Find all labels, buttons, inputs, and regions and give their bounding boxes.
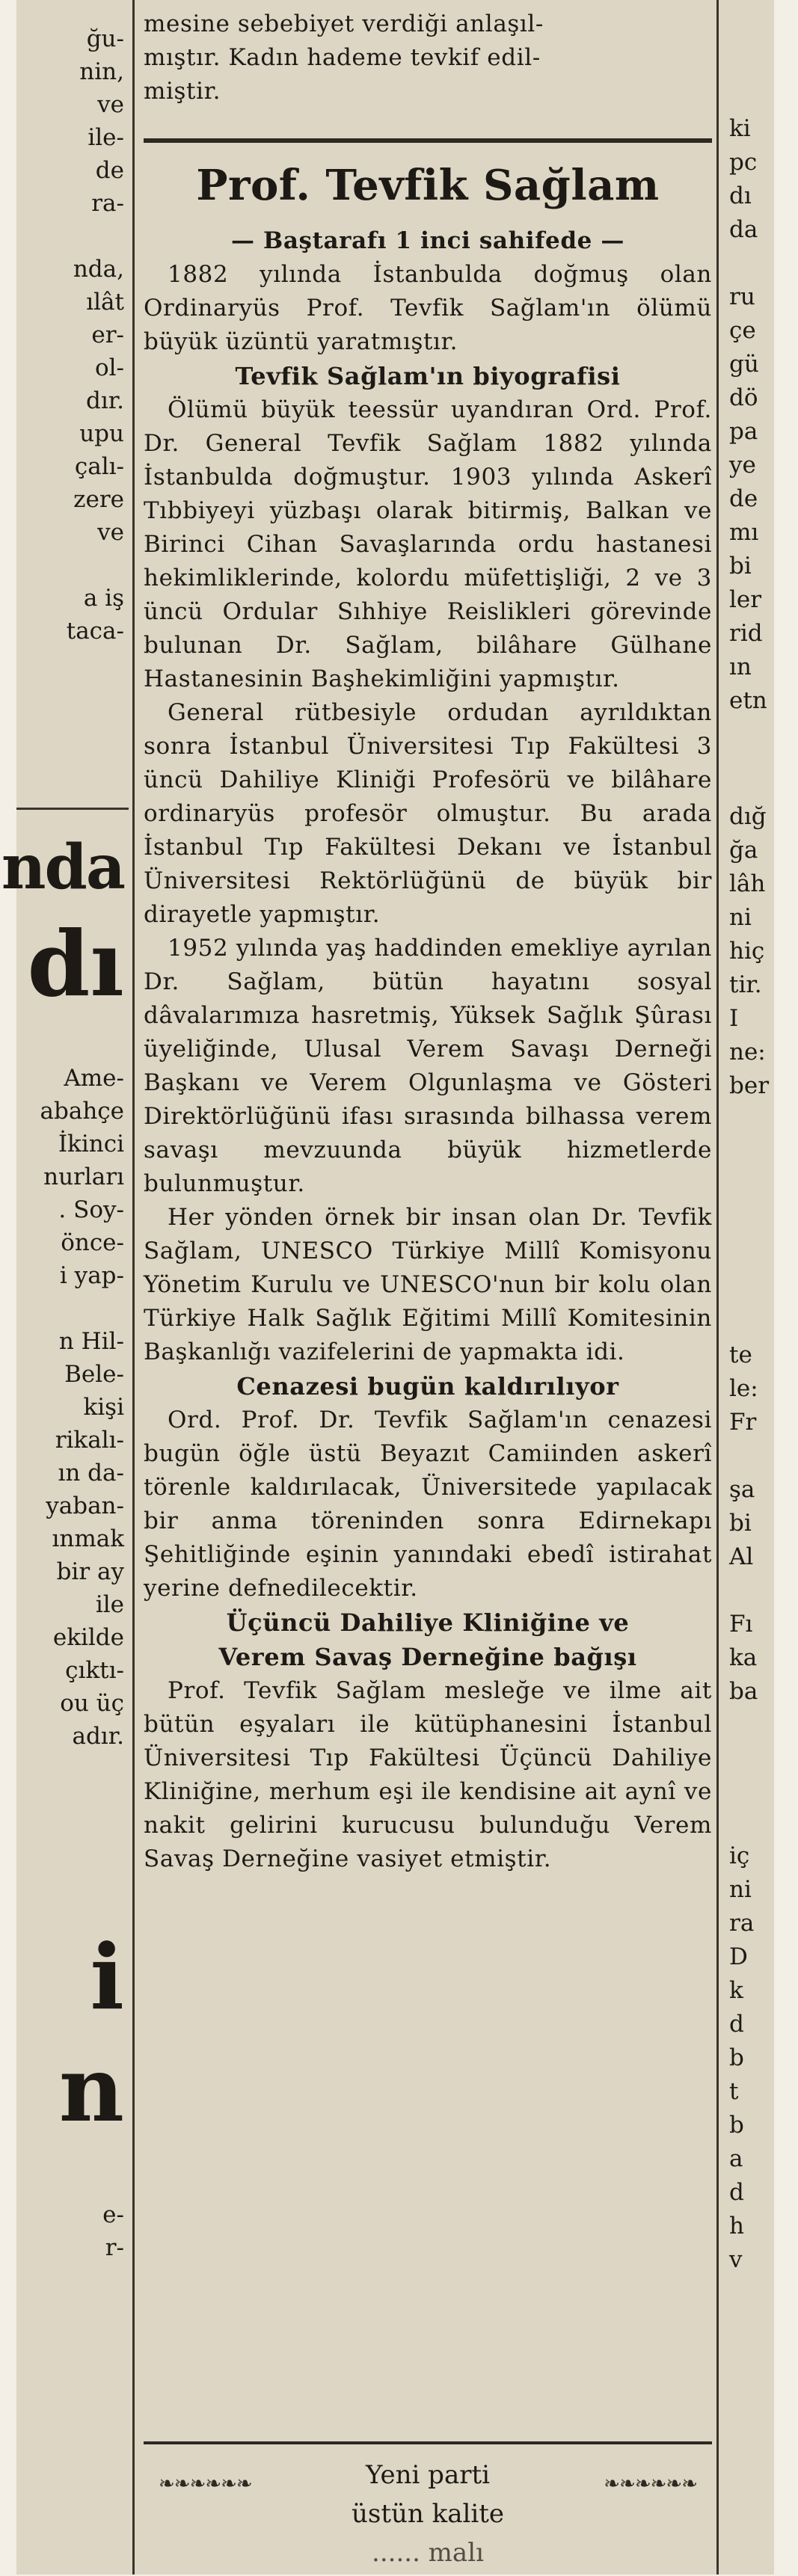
right-fragment-line: dı — [729, 182, 752, 209]
right-fragment-line: I — [729, 1005, 739, 1032]
left-fragment-line: ılât — [86, 289, 124, 316]
column-rule-left — [132, 0, 135, 2575]
left-column-fragment — [1, 0, 129, 2575]
top-line-3: miştir. — [144, 78, 221, 105]
left-fragment-line: ou üç — [60, 1690, 124, 1717]
right-fragment-line: lâh — [729, 870, 766, 897]
left-fragment-line: . Soy- — [58, 1196, 124, 1223]
left-fragment-line: ile — [95, 1591, 124, 1618]
left-fragment-line: önce- — [61, 1229, 124, 1256]
subhead-donation-line-1: Üçüncü Dahiliye Kliniğine ve — [226, 1608, 630, 1637]
right-fragment-line: ra — [729, 1910, 755, 1937]
right-fragment-c — [729, 1338, 758, 1709]
paragraph-6: Ord. Prof. Dr. Tevfik Sağlam'ın cenazesi bugün öğle üstü Beyazıt Camiinden askerî törenle kaldırılacak, Üniversitede yapılacak bir anma töreninden sonra Edirnekapı Şehitliğinde eşinin yanındaki ebedî istirahat yerine defnedilecektir. — [144, 1407, 712, 1602]
left-fragment-line: ra- — [91, 190, 124, 217]
left-big-word-b: dı — [27, 912, 124, 1017]
left-fragment-line: nda, — [73, 256, 124, 283]
left-fragment-line: yaban- — [46, 1493, 124, 1519]
right-fragment-line: rid — [729, 620, 763, 647]
left-fragment-line: adır. — [72, 1723, 124, 1750]
right-fragment-line: tir. — [729, 971, 762, 998]
ornament-left-icon: ❧❧❧❧❧❧ — [159, 2473, 252, 2495]
right-fragment-line: ka — [729, 1644, 758, 1671]
right-fragment-line: ğa — [729, 837, 758, 864]
right-fragment-line: bi — [729, 553, 752, 580]
article-headline: Prof. Tevfik Sağlam — [196, 161, 660, 210]
right-fragment-line: D — [729, 1943, 748, 1970]
left-big-word-c: i — [90, 1925, 124, 2030]
left-fragment-c — [102, 2198, 124, 2264]
left-fragment-line — [67, 220, 124, 253]
right-fragment-line: ler — [729, 586, 762, 613]
right-fragment-line: ın — [729, 654, 752, 680]
headline-separator-rule — [144, 138, 712, 143]
left-fragment-line: rikalı- — [55, 1427, 124, 1454]
left-fragment-line: dır. — [85, 387, 124, 414]
right-fragment-line: ni — [729, 1876, 752, 1903]
right-fragment-a — [729, 112, 767, 718]
right-fragment-line: ne: — [729, 1039, 766, 1066]
right-fragment-line: hiç — [729, 938, 765, 965]
left-fragment-b — [40, 1062, 124, 1753]
right-fragment-line: pc — [729, 149, 758, 176]
left-fragment-line: abahçe — [40, 1098, 124, 1125]
article-body — [144, 224, 712, 1876]
ornament-right-icon: ❧❧❧❧❧❧ — [604, 2473, 697, 2495]
preceding-article-end — [144, 7, 712, 108]
left-fragment-line: İkinci — [58, 1131, 124, 1158]
left-fragment-line: er- — [91, 322, 124, 348]
right-fragment-line: gü — [729, 351, 759, 378]
main-article-column — [144, 0, 712, 2575]
left-fragment-line — [67, 549, 124, 582]
right-fragment-line: ru — [729, 283, 755, 310]
right-fragment-line: şa — [729, 1476, 755, 1503]
paragraph-5: Her yönden örnek bir insan olan Dr. Tevfik Sağlam, UNESCO Türkiye Millî Komisyonu Yönetim Kurulu ve UNESCO'nun bir kolu olan Türkiye Halk Sağlık Eğitimi Millî Komitesinin Başkanlığı vazifelerini de yapmakta idi. — [144, 1204, 712, 1365]
right-fragment-line — [729, 1574, 758, 1608]
right-fragment-line: dö — [729, 384, 758, 411]
newspaper-clipping — [1, 0, 774, 2575]
left-fragment-line: Bele- — [64, 1361, 124, 1388]
left-fragment-line: ın da- — [58, 1460, 124, 1487]
left-fragment-line: ekilde — [52, 1624, 124, 1651]
paragraph-3: General rütbesiyle ordudan ayrıldıktan sonra İstanbul Üniversitesi Tıp Fakültesi 3 üncü Dahiliye Kliniği Profesörü ve bilâhare ordinaryüs profesör olmuştur. Bu arada İstanbul Tıp Fakültesi Dekanı ve İstanbul Üniversitesi Rektörlüğünü de büyük bir dirayetle yapmıştır. — [144, 699, 712, 928]
right-fragment-line: h — [729, 2213, 744, 2240]
left-fragment-line: r- — [105, 2234, 124, 2261]
left-fragment-line: kişi — [83, 1394, 124, 1421]
right-fragment-line: ba — [729, 1678, 758, 1705]
right-fragment-line: t — [729, 2078, 739, 2105]
right-fragment-line: te — [729, 1341, 752, 1368]
left-fragment-line: ol- — [94, 354, 124, 381]
right-fragment-line — [729, 1439, 758, 1473]
left-fragment-line: de — [95, 157, 124, 184]
left-fragment-line: e- — [102, 2201, 124, 2228]
left-fragment-line: çalı- — [74, 453, 124, 480]
left-fragment-line: ve — [97, 519, 124, 546]
left-fragment-line: çıktı- — [65, 1657, 124, 1684]
right-fragment-line: Fı — [729, 1611, 753, 1638]
left-fragment-line: ile- — [88, 124, 124, 151]
left-big-word-d: n — [58, 2037, 124, 2142]
right-fragment-line: k — [729, 1977, 743, 2004]
paragraph-2: Ölümü büyük teessür uyandıran Ord. Prof. Dr. General Tevfik Sağlam 1882 yılında İstanbulda doğmuştur. 1903 yılında Askerî Tıbbiyeyi yüzbaşı olarak bitirmiş, Balkan ve Birinci Cihan Savaşlarında ordu hastanesi hekimliklerinde, kolordu müfettişliği, 2 ve 3 üncü Ordular Sıhhiye Reislikleri görevinde bulunan Dr. Sağlam, bilâhare Gülhane Hastanesinin Başhekimliğini yapmıştır. — [144, 396, 712, 692]
right-fragment-line — [729, 247, 767, 280]
subhead-biography: Tevfik Sağlam'ın biyografisi — [235, 362, 621, 390]
right-fragment-line: ye — [729, 452, 756, 479]
right-fragment-line: ni — [729, 904, 752, 931]
left-fragment-big — [1, 826, 124, 1021]
top-line-1: mesine sebebiyet verdiği anlaşıl- — [144, 10, 544, 37]
left-fragment-line: ve — [97, 91, 124, 118]
top-line-2: mıştır. Kadın hademe tevkif edil- — [144, 44, 541, 71]
right-fragment-line: bi — [729, 1510, 752, 1537]
right-fragment-line: mı — [729, 519, 759, 546]
left-fragment-line: upu — [79, 420, 124, 447]
advert-box — [144, 2441, 712, 2576]
advert-line-1: Yeni parti — [365, 2460, 490, 2490]
right-fragment-line: d — [729, 2179, 744, 2206]
right-fragment-line: a — [729, 2145, 743, 2172]
right-fragment-line: iç — [729, 1842, 750, 1869]
advert-line-3: ...... malı — [372, 2538, 484, 2568]
left-fragment-line: nurları — [43, 1163, 124, 1190]
left-fragment-line: taca- — [66, 618, 124, 645]
right-fragment-line: pa — [729, 418, 758, 445]
left-fragment-bottom — [59, 1922, 124, 2146]
right-fragment-line: b — [729, 2044, 744, 2071]
left-fragment-line: bir ay — [56, 1558, 124, 1585]
left-divider-rule — [16, 808, 129, 810]
left-fragment-line: n Hil- — [58, 1328, 124, 1355]
left-fragment-line: ğu- — [86, 25, 124, 52]
right-fragment-line: v — [729, 2246, 743, 2273]
right-fragment-line: da — [729, 216, 758, 243]
left-fragment-a — [67, 22, 124, 648]
paragraph-7: Prof. Tevfik Sağlam mesleğe ve ilme ait bütün eşyaları ile kütüphanesini İstanbul Üniversitesi Tıp Fakültesi Üçüncü Dahiliye Kliniğine, merhum eşi ile kendisine ait aynî ve nakit gelirini kurucusu bulunduğu Verem Savaş Derneğine vasiyet etmiştir. — [144, 1677, 712, 1872]
column-rule-right — [716, 0, 719, 2575]
subhead-donation-line-2: Verem Savaş Derneğine bağışı — [218, 1643, 637, 1671]
right-fragment-line: Al — [729, 1543, 754, 1570]
left-fragment-line: zere — [73, 486, 124, 513]
right-fragment-line: de — [729, 485, 758, 512]
right-fragment-b — [729, 800, 769, 1103]
left-fragment-line: i yap- — [59, 1262, 124, 1289]
paragraph-4: 1952 yılında yaş haddinden emekliye ayrılan Dr. Sağlam, bütün hayatını sosyal dâvalarımıza hasretmiş, Yüksek Sağlık Şûrası üyeliğinde, Ulusal Verem Savaşı Derneği Başkanı ve Verem Olgunlaşma ve Gösteri Direktörlüğünü ifası sırasında bilhassa verem savaşı mevzuunda büyük hizmetlerde bulunmuştur. — [144, 935, 712, 1197]
left-fragment-line: ınmak — [52, 1525, 124, 1552]
advert-line-2: üstün kalite — [351, 2499, 505, 2529]
advert-top-rule — [144, 2441, 712, 2444]
right-column-fragment — [723, 0, 774, 2575]
left-big-word-a: nda — [1, 831, 124, 903]
right-fragment-line: etn — [729, 687, 767, 714]
right-fragment-line: le: — [729, 1375, 758, 1402]
left-fragment-line — [40, 1292, 124, 1325]
right-fragment-d — [729, 1839, 754, 2277]
right-fragment-line: çe — [729, 317, 756, 344]
right-fragment-line: b — [729, 2112, 744, 2139]
left-fragment-line: nin, — [79, 58, 124, 85]
right-fragment-line: d — [729, 2011, 744, 2038]
right-fragment-line: ki — [729, 115, 751, 142]
right-fragment-line: dığ — [729, 803, 767, 830]
left-fragment-line: a iş — [83, 585, 124, 612]
right-fragment-line: Fr — [729, 1409, 757, 1436]
paragraph-1: 1882 yılında İstanbulda doğmuş olan Ordinaryüs Prof. Tevfik Sağlam'ın ölümü büyük üzüntü yaratmıştır. — [144, 261, 712, 355]
left-fragment-line: Ame- — [64, 1065, 124, 1092]
subhead-funeral: Cenazesi bugün kaldırılıyor — [236, 1372, 619, 1401]
right-fragment-line: ber — [729, 1072, 770, 1099]
article-dateline: — Baştarafı 1 inci sahifede — — [231, 227, 624, 254]
